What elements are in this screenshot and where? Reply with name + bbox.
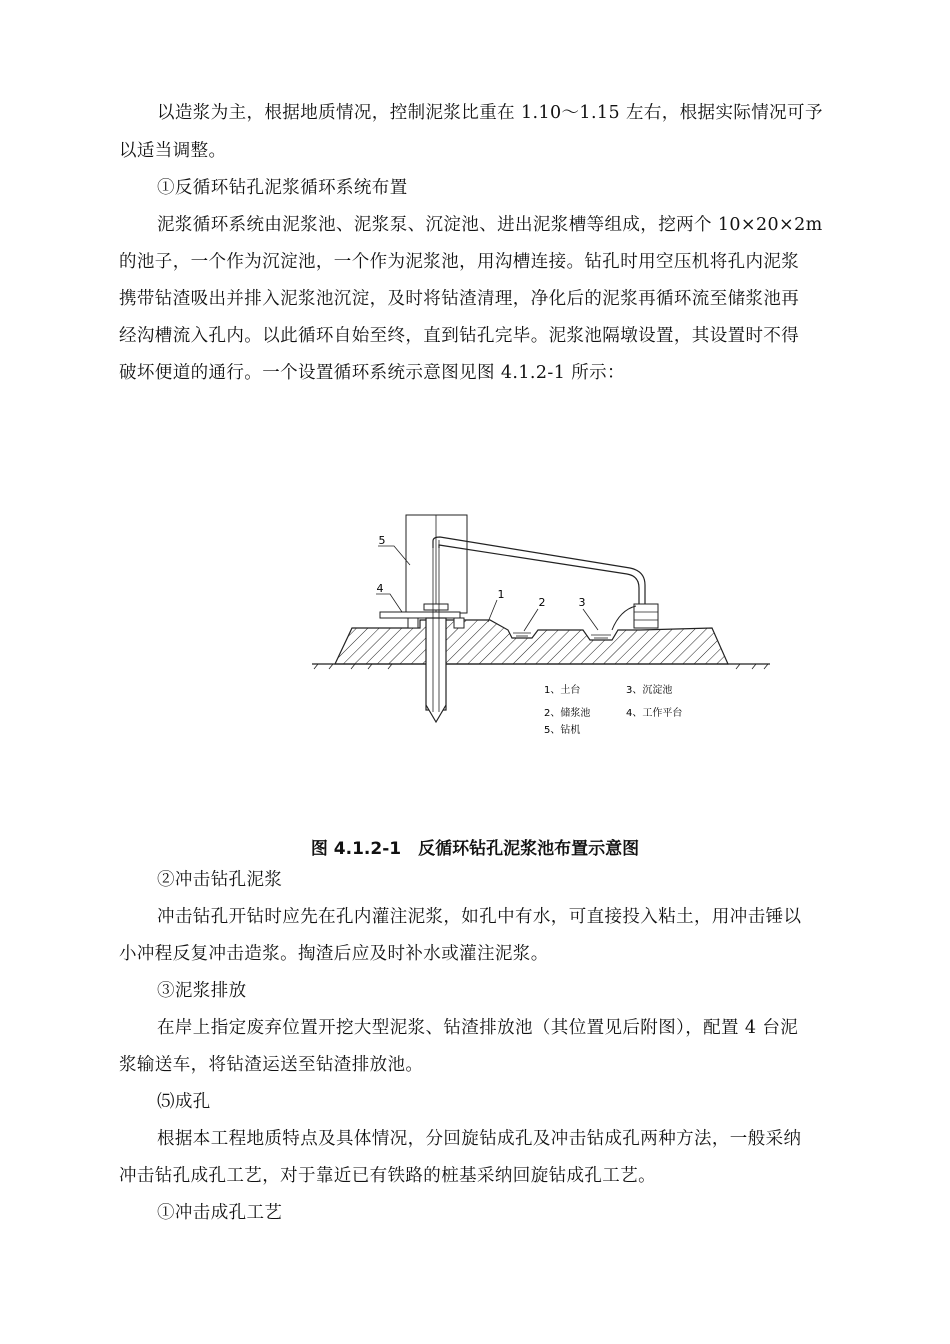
legend-item: 4、工作平台 bbox=[626, 708, 683, 719]
text-line: 以适当调整。 bbox=[119, 141, 227, 161]
section-heading: ⑸成孔 bbox=[157, 1092, 211, 1112]
legend-item: 5、钻机 bbox=[544, 725, 581, 736]
text-line: 以造浆为主，根据地质情况，控制泥浆比重在 1.10～1.15 左右，根据实际情况可予 bbox=[157, 103, 823, 123]
section-heading: ①冲击成孔工艺 bbox=[157, 1203, 283, 1223]
text-line: 破坏便道的通行。一个设置循环系统示意图见图 4.1.2-1 所示： bbox=[119, 363, 625, 383]
mud-pit-layout-figure bbox=[300, 505, 780, 755]
text-line: 根据本工程地质特点及具体情况，分回旋钻成孔及冲击钻成孔两种方法，一般采纳 bbox=[157, 1129, 802, 1149]
section-heading: ③泥浆排放 bbox=[157, 981, 247, 1001]
callout-5: 5 bbox=[378, 534, 386, 547]
callout-1: 1 bbox=[497, 588, 505, 601]
callout-4: 4 bbox=[376, 582, 384, 595]
text-line: 的池子，一个作为沉淀池，一个作为泥浆池，用沟槽连接。钻孔时用空压机将孔内泥浆 bbox=[119, 252, 800, 272]
text-line: 携带钻渣吸出并排入泥浆池沉淀，及时将钻渣清理，净化后的泥浆再循环流至储浆池再 bbox=[119, 289, 800, 309]
legend-item: 3、沉淀池 bbox=[626, 685, 673, 696]
legend-item: 1、土台 bbox=[544, 685, 581, 696]
figure-caption: 图 4.1.2-1 反循环钻孔泥浆池布置示意图 bbox=[310, 839, 640, 859]
text-line: 小冲程反复冲击造浆。掏渣后应及时补水或灌注泥浆。 bbox=[119, 944, 549, 964]
text-line: 经沟槽流入孔内。以此循环自始至终，直到钻孔完毕。泥浆池隔墩设置，其设置时不得 bbox=[119, 326, 800, 346]
text-line: 冲击钻孔开钻时应先在孔内灌注泥浆，如孔中有水，可直接投入粘土，用冲击锤以 bbox=[157, 907, 802, 927]
text-line: 泥浆循环系统由泥浆池、泥浆泵、沉淀池、进出泥浆槽等组成，挖两个 10×20×2m bbox=[157, 215, 823, 235]
text-line: 在岸上指定废弃位置开挖大型泥浆、钻渣排放池（其位置见后附图），配置 4 台泥 bbox=[157, 1018, 799, 1038]
legend-item: 2、储浆池 bbox=[544, 708, 591, 719]
text-line: 冲击钻孔成孔工艺，对于靠近已有铁路的桩基采纳回旋钻成孔工艺。 bbox=[119, 1166, 656, 1186]
text-line: 浆输送车，将钻渣运送至钻渣排放池。 bbox=[119, 1055, 424, 1075]
section-heading: ①反循环钻孔泥浆循环系统布置 bbox=[157, 178, 408, 198]
section-heading: ②冲击钻孔泥浆 bbox=[157, 870, 283, 890]
callout-2: 2 bbox=[538, 596, 546, 609]
callout-3: 3 bbox=[578, 596, 586, 609]
